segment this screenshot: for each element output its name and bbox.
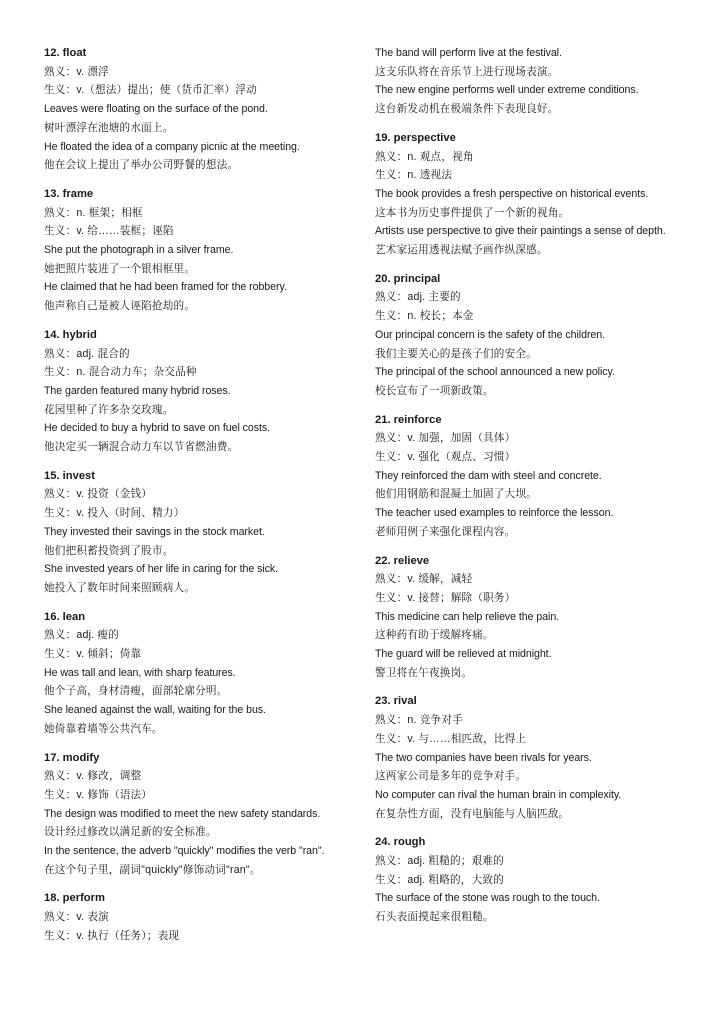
common-meaning: 熟义：adj. 粗糙的；艰难的 [375,855,504,868]
common-meaning: 熟义：v. 表演 [44,911,109,924]
translation-line: 我们主要关心的是孩子们的安全。 [375,347,537,360]
example-sentence: No computer can rival the human brain in complexity. [375,788,622,801]
common-meaning: 熟义：n. 观点，视角 [375,150,474,163]
new-meaning: 生义：n. 校长；本金 [375,310,474,323]
vocab-entry-modify [44,749,352,880]
vocab-entry-hybrid [44,326,352,457]
entry-title: 22. relieve [375,554,430,567]
example-sentence: He claimed that he had been framed for the robbery. [44,281,287,294]
new-meaning: 生义：v. 强化（观点、习惯） [375,451,516,464]
example-sentence: They reinforced the dam with steel and concrete. [375,469,602,482]
translation-line: 这种药有助于缓解疼痛。 [375,629,494,642]
entry-title: 21. reinforce [375,413,442,426]
common-meaning: 熟义：v. 投资（金钱） [44,488,153,501]
example-sentence: In the sentence, the adverb "quickly" modifies the verb "ran". [44,845,325,858]
vocab-entry-principal [375,270,683,401]
translation-line: 艺术家运用透视法赋予画作纵深感。 [375,244,548,257]
new-meaning: 生义：v. 给……装框；诬陷 [44,225,174,238]
vocab-entry-perspective [375,129,683,260]
translation-line: 设计经过修改以满足新的安全标准。 [44,826,217,839]
vocab-entry-rival [375,692,683,823]
entry-title: 18. perform [44,892,105,905]
example-sentence: The two companies have been rivals for years. [375,751,592,764]
translation-line: 这支乐队将在音乐节上进行现场表演。 [375,65,559,78]
translation-line: 她把照片装进了一个银相框里。 [44,262,196,275]
translation-line: 这两家公司是多年的竞争对手。 [375,770,527,783]
new-meaning: 生义：v. 投入（时间、精力） [44,507,185,520]
vocab-entry-perform [44,889,352,945]
new-meaning: 生义：n. 混合动力车；杂交品种 [44,366,197,379]
translation-line: 他们用钢筋和混凝土加固了大坝。 [375,488,537,501]
new-meaning: 生义：v. 倾斜；倚靠 [44,648,142,661]
vocab-entry-lean [44,608,352,739]
example-sentence: He was tall and lean, with sharp features. [44,666,236,679]
new-meaning: 生义：adj. 粗略的，大致的 [375,873,504,886]
example-sentence: The surface of the stone was rough to the touch. [375,892,600,905]
translation-line: 校长宣布了一项新政策。 [375,384,494,397]
common-meaning: 熟义：n. 竞争对手 [375,714,463,727]
new-meaning: 生义：v. 与……相匹敌，比得上 [375,732,527,745]
translation-line: 在复杂性方面，没有电脑能与人脑匹敌。 [375,807,570,820]
vocab-entry-invest [44,467,352,598]
example-sentence: They invested their savings in the stock market. [44,525,265,538]
example-sentence: The teacher used examples to reinforce the lesson. [375,507,614,520]
example-sentence: The new engine performs well under extreme conditions. [375,84,639,97]
entry-title: 19. perspective [375,131,456,144]
example-sentence: Our principal concern is the safety of the children. [375,328,605,341]
vocab-entry-rough [375,833,683,927]
example-sentence: She invested years of her life in caring for the sick. [44,563,279,576]
translation-line: 他在会议上提出了举办公司野餐的想法。 [44,159,239,172]
example-sentence: He decided to buy a hybrid to save on fuel costs. [44,422,271,435]
vocab-entry-relieve [375,552,683,683]
translation-line: 她倚靠着墙等公共汽车。 [44,722,163,735]
entry-title: 15. invest [44,469,95,482]
translation-line: 花园里种了许多杂交玫瑰。 [44,403,174,416]
entry-title: 20. principal [375,272,441,285]
example-sentence: This medicine can help relieve the pain. [375,610,560,623]
common-meaning: 熟义：n. 框架；相框 [44,206,143,219]
translation-line: 他决定买一辆混合动力车以节省燃油费。 [44,441,239,454]
entry-title: 13. frame [44,187,94,200]
vocab-entry-continued [375,44,683,119]
entry-title: 12. float [44,47,87,59]
example-sentence: The design was modified to meet the new safety standards. [44,807,321,820]
translation-line: 在这个句子里，副词"quickly"修饰动词"ran"。 [44,863,261,876]
translation-line: 他声称自己是被人诬陷抢劫的。 [44,300,196,313]
example-sentence: The principal of the school announced a new policy. [375,366,615,379]
entry-title: 24. rough [375,836,426,849]
translation-line: 石头表面摸起来很粗糙。 [375,911,494,924]
example-sentence: Artists use perspective to give their paintings a sense of depth. [375,225,666,238]
translation-line: 这台新发动机在极端条件下表现良好。 [375,103,559,116]
common-meaning: 熟义：v. 加强，加固（具体） [375,432,516,445]
example-sentence: The guard will be relieved at midnight. [375,648,552,661]
new-meaning: 生义：v. 接替；解除（职务） [375,591,516,604]
vocab-entry-reinforce [375,411,683,542]
example-sentence: The book provides a fresh perspective on historical events. [375,187,649,200]
common-meaning: 熟义：adj. 主要的 [375,291,461,304]
translation-line: 老师用例子来强化课程内容。 [375,525,516,538]
right-column [375,44,683,937]
example-sentence: The band will perform live at the festival. [375,47,562,59]
left-column [44,44,352,956]
translation-line: 警卫将在午夜换岗。 [375,666,473,679]
entry-title: 16. lean [44,610,86,623]
translation-line: 他个子高，身材清瘦，面部轮廓分明。 [44,685,228,698]
translation-line: 他们把积蓄投资到了股市。 [44,544,174,557]
vocab-entry-float [44,44,352,175]
example-sentence: He floated the idea of a company picnic at the meeting. [44,140,300,153]
new-meaning: 生义：n. 透视法 [375,169,453,182]
common-meaning: 熟义：v. 修改，调整 [44,770,142,783]
translation-line: 她投入了数年时间来照顾病人。 [44,581,196,594]
common-meaning: 熟义：adj. 瘦的 [44,629,119,642]
example-sentence: Leaves were floating on the surface of the pond. [44,103,268,116]
new-meaning: 生义：v.（想法）提出；使（货币汇率）浮动 [44,84,257,97]
entry-title: 17. modify [44,751,100,764]
entry-title: 14. hybrid [44,328,97,341]
example-sentence: She put the photograph in a silver frame. [44,244,234,256]
example-sentence: The garden featured many hybrid roses. [44,384,231,397]
common-meaning: 熟义：v. 漂浮 [44,65,109,78]
common-meaning: 熟义：v. 缓解，减轻 [375,573,473,586]
translation-line: 这本书为历史事件提供了一个新的视角。 [375,206,570,219]
new-meaning: 生义：v. 修饰（语法） [44,788,153,801]
example-sentence: She leaned against the wall, waiting for the bus. [44,704,266,717]
common-meaning: 熟义：adj. 混合的 [44,347,130,360]
vocab-entry-frame [44,185,352,316]
entry-title: 23. rival [375,695,417,708]
translation-line: 树叶漂浮在池塘的水面上。 [44,121,174,134]
new-meaning: 生义：v. 执行（任务）；表现 [44,929,180,942]
